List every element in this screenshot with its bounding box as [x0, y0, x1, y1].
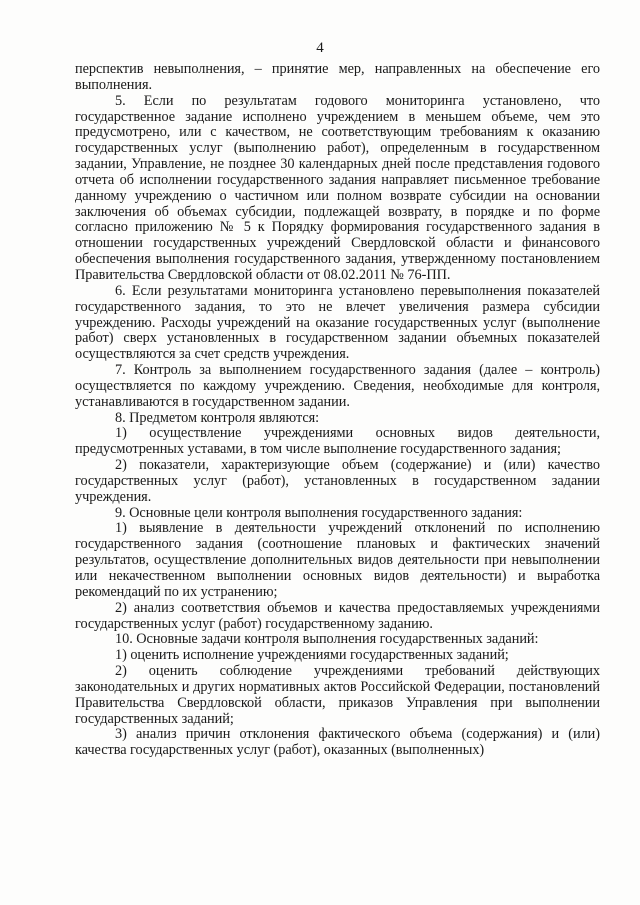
paragraph-10: 10. Основные задачи контроля выполнения государственных заданий:: [115, 631, 539, 648]
list-item-10-2: 2) оценить соблюдение учреждениями требований действующих законодательных и других нормативных актов Российской Федерации, постановлений Правительства Свердловской области, приказов Управления при выполнении государственных заданий;: [75, 663, 600, 727]
paragraph-9: 9. Основные цели контроля выполнения государственного задания:: [115, 504, 523, 521]
list-item-8-2: 2) показатели, характеризующие объем (содержание) и (или) качество государственных услуг (работ), установленных в государственном задании учреждения.: [75, 457, 600, 505]
list-item-8-1: 1) осуществление учреждениями основных видов деятельности, предусмотренных уставами, в том числе выполнение государственного задания;: [75, 425, 600, 458]
paragraph-6: 6. Если результатами мониторинга установлено перевыполнения показателей государственного задания, то это не влечет увеличения размера субсидии учреждению. Расходы учреждений на оказание государственных услуг (выполнение работ) сверх установленных в государственном задании объемных показателей осуществляются за счет средств учреждения.: [75, 282, 600, 363]
paragraph-7: 7. Контроль за выполнением государственного задания (далее – контроль) осуществляется по каждому учреждению. Сведения, необходимые для контроля, устанавливаются в государственном задании.: [75, 362, 600, 410]
page-number: 4: [316, 40, 324, 56]
list-item-9-2: 2) анализ соответствия объемов и качества предоставляемых учреждениями государственных услуг (работ) государственному заданию.: [75, 599, 600, 632]
paragraph-5: 5. Если по результатам годового мониторинга установлено, что государственное задание исполнено учреждением в меньшем объеме, чем это предусмотрено, или с качеством, не соответствующим требованиям к оказанию государственных услуг (выполнению работ), определенным в государственном задании, Управление, не позднее 30 календарных дней после представления годового отчета об исполнении государственного задания направляет письменное требование данному учреждению о частичном или полном возврате субсидии на основании заключения об объемах субсидии, подлежащей возврату, в порядке и по форме согласно приложению № 5 к Порядку формирования государственного задания в отношении государственных учреждений Свердловской области и финансового обеспечения выполнения государственного задания, утвержденному постановлением Правительства Свердловской области от 08.02.2011 № 76-ПП.: [75, 92, 600, 283]
paragraph-continuation: перспектив невыполнения, – принятие мер, направленных на обеспечение его выполнения.: [75, 61, 600, 93]
document-body: [75, 62, 600, 759]
list-item-10-1: 1) оценить исполнение учреждениями государственных заданий;: [115, 647, 509, 664]
list-item-10-3: 3) анализ причин отклонения фактического объема (содержания) и (или) качества государственных услуг (работ), оказанных (выполненных): [75, 726, 600, 759]
list-item-9-1: 1) выявление в деятельности учреждений отклонений по исполнению государственного задания (соотношение плановых и фактических значений результатов, осуществление дополнительных видов деятельности при невыполнении или некачественном выполнении основных видов деятельности) и выработка рекомендаций по их устранению;: [75, 520, 600, 600]
paragraph-8: 8. Предметом контроля являются:: [115, 409, 320, 426]
